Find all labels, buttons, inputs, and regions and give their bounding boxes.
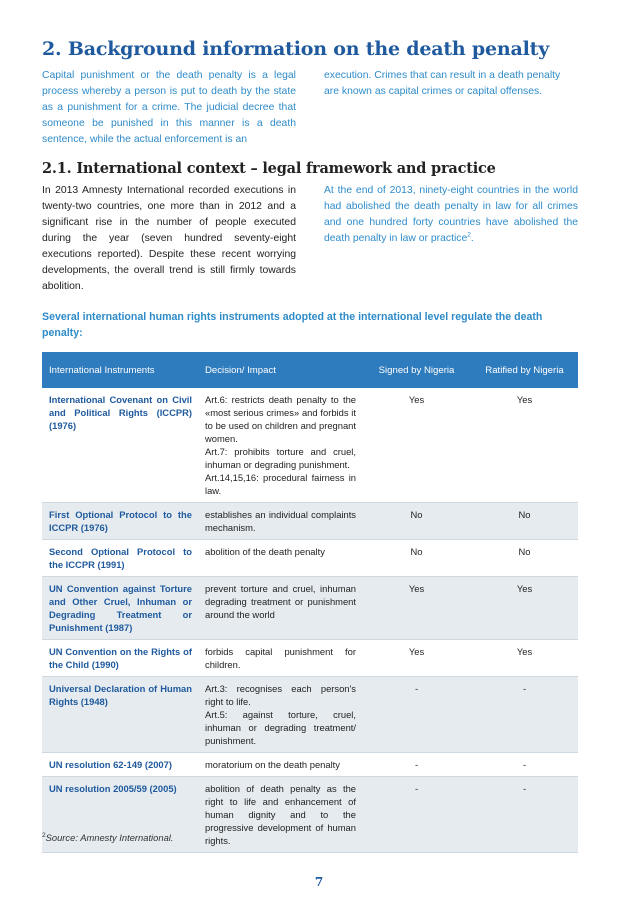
instrument-name: Universal Declaration of Human Rights (1948): [42, 677, 198, 753]
impact-line: prevent torture and cruel, inhuman degrading treatment or punishment around the world: [205, 583, 356, 620]
impact-line: establishes an individual complaints mechanism.: [205, 509, 356, 533]
table-header-row: [42, 352, 578, 388]
signed-cell: -: [362, 753, 470, 777]
impact-cell: [198, 577, 362, 640]
header-signed: Signed by Nigeria: [362, 352, 470, 388]
section-2-left-column: In 2013 Amnesty International recorded executions in twenty-two countries, one more than in 2012 and a significant rise in the number of people executed during the year (seven hundred seventy-eight executions reported). Despite these recent worrying developments, the overall trend is still firmly towards abolition.: [42, 185, 296, 292]
table-row: [42, 753, 578, 777]
instrument-name: UN Convention against Torture and Other Cruel, Inhuman or Degrading Treatment or Punishment (1987): [42, 577, 198, 640]
signed-cell: Yes: [362, 640, 470, 677]
impact-cell: [198, 540, 362, 577]
section-2-right-text: At the end of 2013, ninety-eight countries in the world had abolished the death penalty in law for all crimes and one hundred forty countries have abolished the death penalty in law or practice: [324, 185, 578, 244]
footnote-mark: 2: [42, 831, 46, 839]
table-row: [42, 388, 578, 503]
impact-line: Art.7: prohibits torture and cruel, inhuman or degrading punishment.: [205, 446, 356, 470]
section-2: [42, 160, 578, 295]
instruments-table: [42, 352, 578, 853]
table-body: [42, 388, 578, 853]
footnote-reference[interactable]: 2: [467, 231, 471, 239]
ratified-cell: No: [470, 540, 578, 577]
impact-line: Art.14,15,16: procedural fairness in law.: [205, 472, 356, 496]
header-ratified: Ratified by Nigeria: [470, 352, 578, 388]
table-row: [42, 640, 578, 677]
ratified-cell: -: [470, 677, 578, 753]
instrument-name: First Optional Protocol to the ICCPR (1976): [42, 503, 198, 540]
table-row: [42, 677, 578, 753]
section-1-left-column: Capital punishment or the death penalty is a legal process whereby a person is put to death by the state as a punishment for a crime. The judicial decree that someone be punished in this manner is a death sentence, while the actual enforcement is an: [42, 70, 296, 145]
table-row: [42, 540, 578, 577]
footnote-text: Source: Amnesty International.: [45, 832, 174, 843]
page-content: [42, 38, 578, 853]
signed-cell: Yes: [362, 388, 470, 503]
impact-cell: [198, 777, 362, 853]
instrument-name: UN Convention on the Rights of the Child (1990): [42, 640, 198, 677]
impact-cell: [198, 640, 362, 677]
impact-line: Art.5: against torture, cruel, inhuman or degrading treatment/ punishment.: [205, 709, 356, 746]
section-2-columns: [42, 183, 578, 295]
signed-cell: No: [362, 540, 470, 577]
impact-line: forbids capital punishment for children.: [205, 646, 356, 670]
table-intro: Several international human rights instruments adopted at the international level regulate the death penalty:: [42, 311, 543, 339]
impact-cell: [198, 503, 362, 540]
ratified-cell: Yes: [470, 640, 578, 677]
impact-line: Art.6: restricts death penalty to the «most serious crimes» and forbids it to be used on children and pregnant women.: [205, 394, 356, 444]
signed-cell: -: [362, 777, 470, 853]
section-title: 2. Background information on the death penalty: [42, 38, 550, 60]
header-impact: Decision/ Impact: [198, 352, 362, 388]
instrument-name: International Covenant on Civil and Political Rights (ICCPR) (1976): [42, 388, 198, 503]
ratified-cell: Yes: [470, 577, 578, 640]
section-2-right-end: .: [470, 233, 474, 244]
table-row: [42, 503, 578, 540]
impact-line: Art.3: recognises each person's right to life.: [205, 683, 356, 707]
section-1-columns: [42, 68, 578, 148]
table-row: [42, 577, 578, 640]
impact-line: moratorium on the death penalty: [205, 759, 340, 770]
impact-cell: [198, 753, 362, 777]
section-1-right-column: execution. Crimes that can result in a death penalty are known as capital crimes or capital offenses.: [324, 70, 561, 97]
signed-cell: Yes: [362, 577, 470, 640]
ratified-cell: -: [470, 777, 578, 853]
ratified-cell: -: [470, 753, 578, 777]
page-number: 7: [314, 875, 324, 889]
instrument-name: Second Optional Protocol to the ICCPR (1991): [42, 540, 198, 577]
signed-cell: -: [362, 677, 470, 753]
header-instruments: International Instruments: [42, 352, 198, 388]
impact-cell: [198, 388, 362, 503]
section-2-right-column: [324, 183, 578, 295]
impact-line: abolition of the death penalty: [205, 546, 325, 557]
impact-cell: [198, 677, 362, 753]
ratified-cell: No: [470, 503, 578, 540]
instrument-name: UN resolution 62-149 (2007): [42, 753, 198, 777]
instrument-name: UN resolution 2005/59 (2005): [42, 777, 198, 853]
signed-cell: No: [362, 503, 470, 540]
impact-line: abolition of death penalty as the right to life and enhancement of human dignity and to the progressive development of human rights.: [205, 783, 356, 846]
subsection-title: 2.1. International context – legal framework and practice: [42, 160, 496, 177]
footnote: [42, 832, 173, 843]
ratified-cell: Yes: [470, 388, 578, 503]
